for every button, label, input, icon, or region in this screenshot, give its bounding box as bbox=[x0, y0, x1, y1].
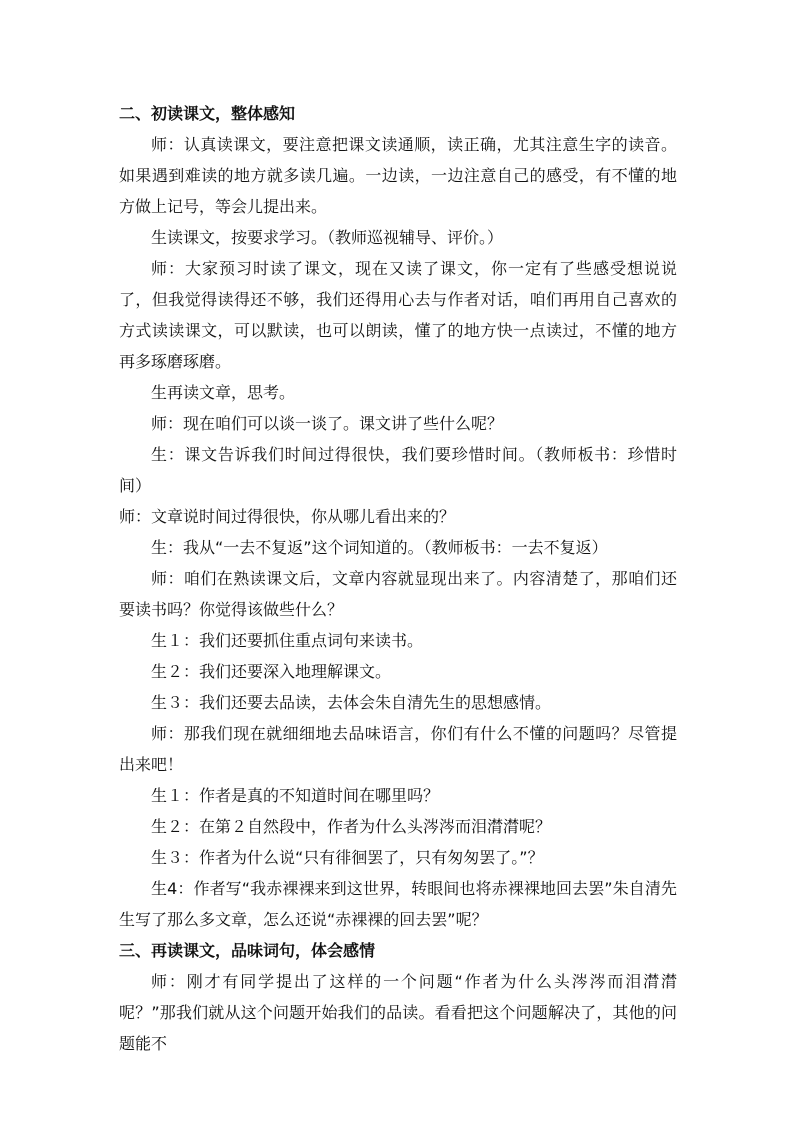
paragraph: 生２：我们还要深入地理解课文。 bbox=[151, 662, 392, 681]
paragraph: 师：现在咱们可以谈一谈了。课文讲了些什么呢？ bbox=[151, 414, 504, 433]
paragraph: 生３：我们还要去品读，去体会朱自清先生的思想感情。 bbox=[151, 693, 552, 712]
paragraph: 生：我从“一去不复返”这个词知道的。（教师板书：一去不复返） bbox=[151, 538, 608, 557]
paragraph: 生３：作者为什么说“只有徘徊罢了，只有匆匆罢了。”？ bbox=[151, 848, 544, 867]
paragraph: 生再读文章，思考。 bbox=[151, 383, 296, 402]
paragraph: 师：咱们在熟读课文后，文章内容就显现出来了。内容清楚了，那咱们还要读书吗？你觉得该做些什么？ bbox=[119, 569, 677, 619]
paragraph: 师：刚才有同学提出了这样的一个问题“作者为什么头涔涔而泪潸潸呢？”那我们就从这个问题开始我们的品读。看看把这个问题解决了，其他的问题能不 bbox=[119, 972, 677, 1053]
paragraph: 师：那我们现在就细细地去品味语言，你们有什么不懂的问题吗？尽管提出来吧！ bbox=[119, 724, 677, 774]
paragraph: 生２：在第２自然段中，作者为什么头涔涔而泪潸潸呢？ bbox=[151, 817, 552, 836]
paragraph: 生１：我们还要抓住重点词句来读书。 bbox=[151, 631, 424, 650]
section-heading-2: 二、初读课文，整体感知 bbox=[119, 104, 296, 123]
paragraph: 生读课文，按要求学习。（教师巡视辅导、评价。） bbox=[151, 228, 504, 247]
paragraph: 生4：作者写“我赤裸裸来到这世界，转眼间也将赤裸裸地回去罢”朱自清先生写了那么多文章，怎么还说“赤裸裸的回去罢”呢？ bbox=[119, 879, 677, 929]
document-page bbox=[119, 98, 677, 1059]
paragraph: 师：认真读课文，要注意把课文读通顺，读正确，尤其注意生字的读音。如果遇到难读的地方就多读几遍。一边读，一边注意自己的感受，有不懂的地方做上记号，等会儿提出来。 bbox=[119, 135, 677, 216]
paragraph: 师：大家预习时读了课文，现在又读了课文，你一定有了些感受想说说了，但我觉得读得还不够，我们还得用心去与作者对话，咱们再用自己喜欢的方式读读课文，可以默读，也可以朗读，懂了的地方快一点读过，不懂的地方再多琢磨琢磨。 bbox=[119, 259, 677, 371]
paragraph: 生：课文告诉我们时间过得很快，我们要珍惜时间。（教师板书：珍惜时间） bbox=[119, 445, 677, 495]
paragraph: 生１：作者是真的不知道时间在哪里吗？ bbox=[151, 786, 440, 805]
section-heading-3: 三、再读课文，品味词句，体会感情 bbox=[119, 941, 376, 960]
paragraph: 师：文章说时间过得很快，你从哪儿看出来的？ bbox=[119, 507, 456, 526]
